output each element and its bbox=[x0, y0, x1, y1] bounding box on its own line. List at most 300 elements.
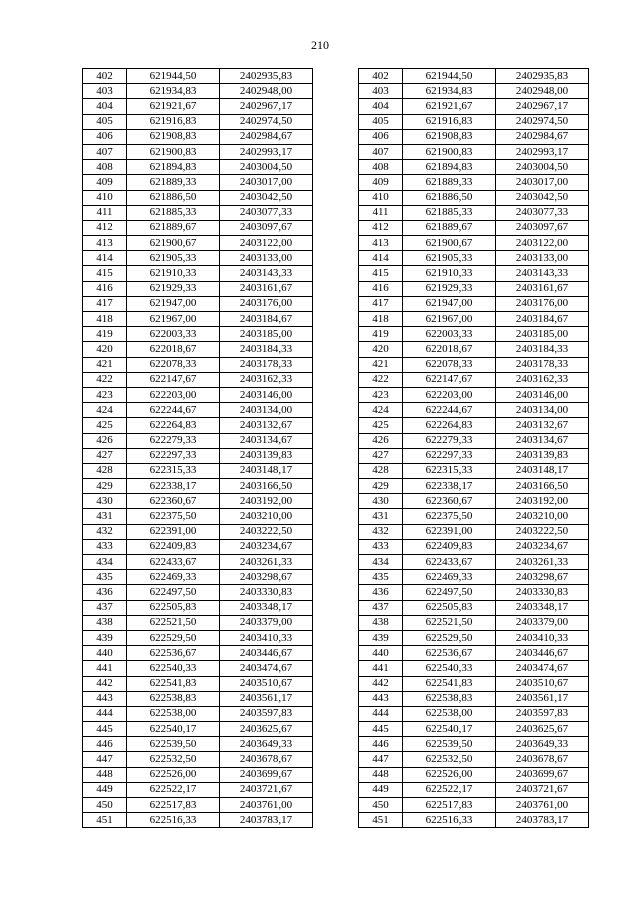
point-number-cell: 403 bbox=[83, 84, 127, 99]
y-coordinate-cell: 2402993,17 bbox=[220, 144, 313, 159]
point-number-cell: 436 bbox=[359, 585, 403, 600]
table-row bbox=[359, 99, 589, 114]
x-coordinate-cell: 622018,67 bbox=[403, 342, 496, 357]
y-coordinate-cell: 2403184,33 bbox=[220, 342, 313, 357]
point-number-cell: 412 bbox=[359, 220, 403, 235]
table-row bbox=[83, 555, 313, 570]
x-coordinate-cell: 622147,67 bbox=[127, 372, 220, 387]
table-row bbox=[359, 661, 589, 676]
point-number-cell: 422 bbox=[83, 372, 127, 387]
table-row bbox=[359, 676, 589, 691]
table-row bbox=[83, 327, 313, 342]
x-coordinate-cell: 622409,83 bbox=[403, 539, 496, 554]
point-number-cell: 433 bbox=[359, 539, 403, 554]
y-coordinate-cell: 2403379,00 bbox=[496, 615, 589, 630]
y-coordinate-cell: 2403783,17 bbox=[496, 813, 589, 828]
y-coordinate-cell: 2403185,00 bbox=[496, 327, 589, 342]
x-coordinate-cell: 621921,67 bbox=[403, 99, 496, 114]
x-coordinate-cell: 621900,67 bbox=[127, 236, 220, 251]
x-coordinate-cell: 621885,33 bbox=[403, 205, 496, 220]
y-coordinate-cell: 2403561,17 bbox=[220, 691, 313, 706]
point-number-cell: 443 bbox=[359, 691, 403, 706]
point-number-cell: 409 bbox=[83, 175, 127, 190]
point-number-cell: 415 bbox=[359, 266, 403, 281]
x-coordinate-cell: 621910,33 bbox=[127, 266, 220, 281]
y-coordinate-cell: 2403184,33 bbox=[496, 342, 589, 357]
table-row bbox=[359, 69, 589, 84]
x-coordinate-cell: 622505,83 bbox=[403, 600, 496, 615]
x-coordinate-cell: 621947,00 bbox=[403, 296, 496, 311]
y-coordinate-cell: 2403474,67 bbox=[220, 661, 313, 676]
table-row bbox=[359, 114, 589, 129]
point-number-cell: 409 bbox=[359, 175, 403, 190]
table-row bbox=[83, 357, 313, 372]
table-row bbox=[83, 114, 313, 129]
x-coordinate-cell: 622497,50 bbox=[127, 585, 220, 600]
y-coordinate-cell: 2403184,67 bbox=[496, 312, 589, 327]
point-number-cell: 414 bbox=[83, 251, 127, 266]
x-coordinate-cell: 622522,17 bbox=[127, 782, 220, 797]
x-coordinate-cell: 622315,33 bbox=[127, 463, 220, 478]
y-coordinate-cell: 2403077,33 bbox=[220, 205, 313, 220]
point-number-cell: 414 bbox=[359, 251, 403, 266]
point-number-cell: 403 bbox=[359, 84, 403, 99]
point-number-cell: 451 bbox=[359, 813, 403, 828]
y-coordinate-cell: 2403330,83 bbox=[220, 585, 313, 600]
y-coordinate-cell: 2403139,83 bbox=[220, 448, 313, 463]
point-number-cell: 420 bbox=[83, 342, 127, 357]
x-coordinate-cell: 622536,67 bbox=[127, 646, 220, 661]
point-number-cell: 443 bbox=[83, 691, 127, 706]
point-number-cell: 433 bbox=[83, 539, 127, 554]
table-row bbox=[83, 312, 313, 327]
y-coordinate-cell: 2403474,67 bbox=[496, 661, 589, 676]
x-coordinate-cell: 621934,83 bbox=[127, 84, 220, 99]
x-coordinate-cell: 622517,83 bbox=[403, 798, 496, 813]
y-coordinate-cell: 2403134,00 bbox=[496, 403, 589, 418]
point-number-cell: 440 bbox=[359, 646, 403, 661]
table-row bbox=[359, 433, 589, 448]
y-coordinate-cell: 2403721,67 bbox=[220, 782, 313, 797]
x-coordinate-cell: 622203,00 bbox=[127, 387, 220, 402]
table-row bbox=[359, 175, 589, 190]
table-row bbox=[359, 357, 589, 372]
table-row bbox=[83, 266, 313, 281]
y-coordinate-cell: 2403678,67 bbox=[220, 752, 313, 767]
point-number-cell: 408 bbox=[359, 160, 403, 175]
y-coordinate-cell: 2402967,17 bbox=[496, 99, 589, 114]
y-coordinate-cell: 2403410,33 bbox=[496, 630, 589, 645]
y-coordinate-cell: 2403146,00 bbox=[220, 387, 313, 402]
y-coordinate-cell: 2403178,33 bbox=[220, 357, 313, 372]
point-number-cell: 406 bbox=[359, 129, 403, 144]
y-coordinate-cell: 2403234,67 bbox=[220, 539, 313, 554]
x-coordinate-cell: 622540,33 bbox=[403, 661, 496, 676]
x-coordinate-cell: 622003,33 bbox=[127, 327, 220, 342]
coordinates-table-left bbox=[82, 68, 313, 828]
point-number-cell: 447 bbox=[83, 752, 127, 767]
y-coordinate-cell: 2403162,33 bbox=[220, 372, 313, 387]
x-coordinate-cell: 622338,17 bbox=[127, 479, 220, 494]
x-coordinate-cell: 622279,33 bbox=[403, 433, 496, 448]
x-coordinate-cell: 622529,50 bbox=[127, 630, 220, 645]
x-coordinate-cell: 622147,67 bbox=[403, 372, 496, 387]
table-row bbox=[83, 752, 313, 767]
x-coordinate-cell: 622375,50 bbox=[127, 509, 220, 524]
point-number-cell: 420 bbox=[359, 342, 403, 357]
x-coordinate-cell: 621886,50 bbox=[127, 190, 220, 205]
point-number-cell: 406 bbox=[83, 129, 127, 144]
point-number-cell: 417 bbox=[83, 296, 127, 311]
table-row bbox=[83, 706, 313, 721]
table-row bbox=[359, 448, 589, 463]
point-number-cell: 435 bbox=[359, 570, 403, 585]
table-row bbox=[83, 722, 313, 737]
x-coordinate-cell: 622538,83 bbox=[127, 691, 220, 706]
y-coordinate-cell: 2403761,00 bbox=[220, 798, 313, 813]
point-number-cell: 426 bbox=[359, 433, 403, 448]
y-coordinate-cell: 2403649,33 bbox=[496, 737, 589, 752]
table-row bbox=[359, 539, 589, 554]
x-coordinate-cell: 622315,33 bbox=[403, 463, 496, 478]
point-number-cell: 448 bbox=[359, 767, 403, 782]
x-coordinate-cell: 621900,67 bbox=[403, 236, 496, 251]
x-coordinate-cell: 621944,50 bbox=[127, 69, 220, 84]
y-coordinate-cell: 2403146,00 bbox=[496, 387, 589, 402]
point-number-cell: 413 bbox=[83, 236, 127, 251]
table-row bbox=[83, 84, 313, 99]
x-coordinate-cell: 622279,33 bbox=[127, 433, 220, 448]
x-coordinate-cell: 621929,33 bbox=[127, 281, 220, 296]
point-number-cell: 405 bbox=[359, 114, 403, 129]
table-row bbox=[359, 84, 589, 99]
x-coordinate-cell: 621916,83 bbox=[127, 114, 220, 129]
table-row bbox=[83, 296, 313, 311]
x-coordinate-cell: 622433,67 bbox=[127, 555, 220, 570]
point-number-cell: 438 bbox=[83, 615, 127, 630]
x-coordinate-cell: 622433,67 bbox=[403, 555, 496, 570]
point-number-cell: 416 bbox=[359, 281, 403, 296]
y-coordinate-cell: 2403134,67 bbox=[220, 433, 313, 448]
x-coordinate-cell: 622541,83 bbox=[127, 676, 220, 691]
y-coordinate-cell: 2403298,67 bbox=[220, 570, 313, 585]
x-coordinate-cell: 622297,33 bbox=[403, 448, 496, 463]
y-coordinate-cell: 2403097,67 bbox=[220, 220, 313, 235]
y-coordinate-cell: 2403004,50 bbox=[496, 160, 589, 175]
y-coordinate-cell: 2403185,00 bbox=[220, 327, 313, 342]
y-coordinate-cell: 2403625,67 bbox=[220, 722, 313, 737]
y-coordinate-cell: 2403017,00 bbox=[496, 175, 589, 190]
y-coordinate-cell: 2403176,00 bbox=[220, 296, 313, 311]
y-coordinate-cell: 2403597,83 bbox=[496, 706, 589, 721]
y-coordinate-cell: 2403176,00 bbox=[496, 296, 589, 311]
y-coordinate-cell: 2403122,00 bbox=[496, 236, 589, 251]
x-coordinate-cell: 622536,67 bbox=[403, 646, 496, 661]
table-row bbox=[359, 251, 589, 266]
table-row bbox=[359, 555, 589, 570]
x-coordinate-cell: 622078,33 bbox=[127, 357, 220, 372]
x-coordinate-cell: 622540,33 bbox=[127, 661, 220, 676]
x-coordinate-cell: 622018,67 bbox=[127, 342, 220, 357]
table-row bbox=[83, 539, 313, 554]
point-number-cell: 432 bbox=[359, 524, 403, 539]
table-row bbox=[359, 600, 589, 615]
point-number-cell: 410 bbox=[359, 190, 403, 205]
point-number-cell: 425 bbox=[359, 418, 403, 433]
y-coordinate-cell: 2403166,50 bbox=[220, 479, 313, 494]
point-number-cell: 418 bbox=[359, 312, 403, 327]
x-coordinate-cell: 621889,67 bbox=[127, 220, 220, 235]
point-number-cell: 448 bbox=[83, 767, 127, 782]
x-coordinate-cell: 622538,00 bbox=[403, 706, 496, 721]
point-number-cell: 437 bbox=[83, 600, 127, 615]
table-row bbox=[359, 570, 589, 585]
x-coordinate-cell: 622203,00 bbox=[403, 387, 496, 402]
x-coordinate-cell: 621894,83 bbox=[127, 160, 220, 175]
point-number-cell: 424 bbox=[83, 403, 127, 418]
point-number-cell: 447 bbox=[359, 752, 403, 767]
y-coordinate-cell: 2403234,67 bbox=[496, 539, 589, 554]
x-coordinate-cell: 622078,33 bbox=[403, 357, 496, 372]
point-number-cell: 411 bbox=[83, 205, 127, 220]
table-row bbox=[83, 342, 313, 357]
table-row bbox=[83, 646, 313, 661]
x-coordinate-cell: 622505,83 bbox=[127, 600, 220, 615]
table-row bbox=[83, 691, 313, 706]
y-coordinate-cell: 2403132,67 bbox=[220, 418, 313, 433]
table-row bbox=[359, 646, 589, 661]
point-number-cell: 405 bbox=[83, 114, 127, 129]
table-row bbox=[83, 372, 313, 387]
y-coordinate-cell: 2403348,17 bbox=[496, 600, 589, 615]
x-coordinate-cell: 622538,83 bbox=[403, 691, 496, 706]
x-coordinate-cell: 622540,17 bbox=[403, 722, 496, 737]
table-row bbox=[359, 615, 589, 630]
table-row bbox=[359, 342, 589, 357]
x-coordinate-cell: 622521,50 bbox=[127, 615, 220, 630]
table-row bbox=[83, 737, 313, 752]
y-coordinate-cell: 2403446,67 bbox=[220, 646, 313, 661]
x-coordinate-cell: 622409,83 bbox=[127, 539, 220, 554]
table-row bbox=[359, 813, 589, 828]
y-coordinate-cell: 2403133,00 bbox=[220, 251, 313, 266]
table-row bbox=[359, 236, 589, 251]
y-coordinate-cell: 2403161,67 bbox=[220, 281, 313, 296]
point-number-cell: 439 bbox=[83, 630, 127, 645]
point-number-cell: 436 bbox=[83, 585, 127, 600]
x-coordinate-cell: 621929,33 bbox=[403, 281, 496, 296]
x-coordinate-cell: 621905,33 bbox=[127, 251, 220, 266]
y-coordinate-cell: 2403143,33 bbox=[496, 266, 589, 281]
point-number-cell: 444 bbox=[83, 706, 127, 721]
y-coordinate-cell: 2403678,67 bbox=[496, 752, 589, 767]
table-row bbox=[359, 205, 589, 220]
point-number-cell: 449 bbox=[359, 782, 403, 797]
point-number-cell: 423 bbox=[359, 387, 403, 402]
table-row bbox=[359, 509, 589, 524]
point-number-cell: 427 bbox=[359, 448, 403, 463]
table-row bbox=[83, 600, 313, 615]
x-coordinate-cell: 621908,83 bbox=[127, 129, 220, 144]
table-row bbox=[83, 630, 313, 645]
table-row bbox=[359, 190, 589, 205]
table-row bbox=[83, 281, 313, 296]
table-row bbox=[359, 144, 589, 159]
x-coordinate-cell: 622541,83 bbox=[403, 676, 496, 691]
point-number-cell: 404 bbox=[359, 99, 403, 114]
x-coordinate-cell: 622538,00 bbox=[127, 706, 220, 721]
y-coordinate-cell: 2403210,00 bbox=[496, 509, 589, 524]
x-coordinate-cell: 622497,50 bbox=[403, 585, 496, 600]
y-coordinate-cell: 2403042,50 bbox=[496, 190, 589, 205]
table-row bbox=[359, 327, 589, 342]
y-coordinate-cell: 2403597,83 bbox=[220, 706, 313, 721]
y-coordinate-cell: 2403133,00 bbox=[496, 251, 589, 266]
y-coordinate-cell: 2403161,67 bbox=[496, 281, 589, 296]
y-coordinate-cell: 2403134,00 bbox=[220, 403, 313, 418]
x-coordinate-cell: 621944,50 bbox=[403, 69, 496, 84]
y-coordinate-cell: 2403510,67 bbox=[496, 676, 589, 691]
table-row bbox=[83, 190, 313, 205]
table-row bbox=[83, 570, 313, 585]
table-row bbox=[359, 220, 589, 235]
table-row bbox=[359, 706, 589, 721]
y-coordinate-cell: 2403783,17 bbox=[220, 813, 313, 828]
point-number-cell: 442 bbox=[359, 676, 403, 691]
x-coordinate-cell: 621947,00 bbox=[127, 296, 220, 311]
y-coordinate-cell: 2403261,33 bbox=[220, 555, 313, 570]
point-number-cell: 410 bbox=[83, 190, 127, 205]
table-row bbox=[83, 205, 313, 220]
x-coordinate-cell: 622532,50 bbox=[403, 752, 496, 767]
point-number-cell: 421 bbox=[359, 357, 403, 372]
coordinates-table-right bbox=[358, 68, 589, 828]
x-coordinate-cell: 622539,50 bbox=[127, 737, 220, 752]
y-coordinate-cell: 2402935,83 bbox=[496, 69, 589, 84]
y-coordinate-cell: 2403625,67 bbox=[496, 722, 589, 737]
point-number-cell: 451 bbox=[83, 813, 127, 828]
x-coordinate-cell: 621900,83 bbox=[403, 144, 496, 159]
point-number-cell: 432 bbox=[83, 524, 127, 539]
table-row bbox=[359, 281, 589, 296]
x-coordinate-cell: 622516,33 bbox=[403, 813, 496, 828]
y-coordinate-cell: 2403699,67 bbox=[220, 767, 313, 782]
point-number-cell: 450 bbox=[83, 798, 127, 813]
y-coordinate-cell: 2402967,17 bbox=[220, 99, 313, 114]
table-row bbox=[359, 387, 589, 402]
x-coordinate-cell: 621885,33 bbox=[127, 205, 220, 220]
point-number-cell: 438 bbox=[359, 615, 403, 630]
point-number-cell: 426 bbox=[83, 433, 127, 448]
y-coordinate-cell: 2403077,33 bbox=[496, 205, 589, 220]
point-number-cell: 422 bbox=[359, 372, 403, 387]
y-coordinate-cell: 2403017,00 bbox=[220, 175, 313, 190]
point-number-cell: 434 bbox=[359, 555, 403, 570]
x-coordinate-cell: 622338,17 bbox=[403, 479, 496, 494]
point-number-cell: 413 bbox=[359, 236, 403, 251]
x-coordinate-cell: 621908,83 bbox=[403, 129, 496, 144]
table-row bbox=[359, 585, 589, 600]
y-coordinate-cell: 2403699,67 bbox=[496, 767, 589, 782]
y-coordinate-cell: 2403148,17 bbox=[220, 463, 313, 478]
table-row bbox=[83, 585, 313, 600]
x-coordinate-cell: 621921,67 bbox=[127, 99, 220, 114]
table-row bbox=[83, 524, 313, 539]
x-coordinate-cell: 621889,67 bbox=[403, 220, 496, 235]
point-number-cell: 450 bbox=[359, 798, 403, 813]
table-row bbox=[83, 387, 313, 402]
table-row bbox=[359, 463, 589, 478]
point-number-cell: 419 bbox=[359, 327, 403, 342]
point-number-cell: 439 bbox=[359, 630, 403, 645]
point-number-cell: 437 bbox=[359, 600, 403, 615]
point-number-cell: 419 bbox=[83, 327, 127, 342]
y-coordinate-cell: 2403561,17 bbox=[496, 691, 589, 706]
table-row bbox=[83, 615, 313, 630]
y-coordinate-cell: 2402993,17 bbox=[496, 144, 589, 159]
table-row bbox=[359, 372, 589, 387]
x-coordinate-cell: 622375,50 bbox=[403, 509, 496, 524]
table-row bbox=[359, 737, 589, 752]
y-coordinate-cell: 2403649,33 bbox=[220, 737, 313, 752]
point-number-cell: 421 bbox=[83, 357, 127, 372]
y-coordinate-cell: 2403222,50 bbox=[220, 524, 313, 539]
table-row bbox=[359, 479, 589, 494]
y-coordinate-cell: 2403148,17 bbox=[496, 463, 589, 478]
y-coordinate-cell: 2403134,67 bbox=[496, 433, 589, 448]
y-coordinate-cell: 2403510,67 bbox=[220, 676, 313, 691]
point-number-cell: 429 bbox=[83, 479, 127, 494]
table-row bbox=[359, 691, 589, 706]
y-coordinate-cell: 2403446,67 bbox=[496, 646, 589, 661]
point-number-cell: 434 bbox=[83, 555, 127, 570]
table-row bbox=[83, 479, 313, 494]
table-row bbox=[83, 144, 313, 159]
table-row bbox=[83, 463, 313, 478]
y-coordinate-cell: 2402984,67 bbox=[220, 129, 313, 144]
table-row bbox=[359, 630, 589, 645]
table-row bbox=[359, 312, 589, 327]
y-coordinate-cell: 2403379,00 bbox=[220, 615, 313, 630]
table-row bbox=[83, 69, 313, 84]
table-row bbox=[83, 175, 313, 190]
y-coordinate-cell: 2403184,67 bbox=[220, 312, 313, 327]
x-coordinate-cell: 622360,67 bbox=[403, 494, 496, 509]
point-number-cell: 411 bbox=[359, 205, 403, 220]
point-number-cell: 417 bbox=[359, 296, 403, 311]
x-coordinate-cell: 621905,33 bbox=[403, 251, 496, 266]
x-coordinate-cell: 622516,33 bbox=[127, 813, 220, 828]
page-number: 210 bbox=[311, 38, 329, 52]
point-number-cell: 418 bbox=[83, 312, 127, 327]
point-number-cell: 431 bbox=[359, 509, 403, 524]
y-coordinate-cell: 2403348,17 bbox=[220, 600, 313, 615]
y-coordinate-cell: 2403410,33 bbox=[220, 630, 313, 645]
table-row bbox=[359, 418, 589, 433]
point-number-cell: 445 bbox=[83, 722, 127, 737]
table-row bbox=[359, 160, 589, 175]
x-coordinate-cell: 622526,00 bbox=[127, 767, 220, 782]
table-row bbox=[83, 782, 313, 797]
x-coordinate-cell: 621889,33 bbox=[127, 175, 220, 190]
x-coordinate-cell: 621894,83 bbox=[403, 160, 496, 175]
y-coordinate-cell: 2403042,50 bbox=[220, 190, 313, 205]
point-number-cell: 449 bbox=[83, 782, 127, 797]
point-number-cell: 430 bbox=[83, 494, 127, 509]
table-row bbox=[359, 524, 589, 539]
y-coordinate-cell: 2403178,33 bbox=[496, 357, 589, 372]
x-coordinate-cell: 621886,50 bbox=[403, 190, 496, 205]
